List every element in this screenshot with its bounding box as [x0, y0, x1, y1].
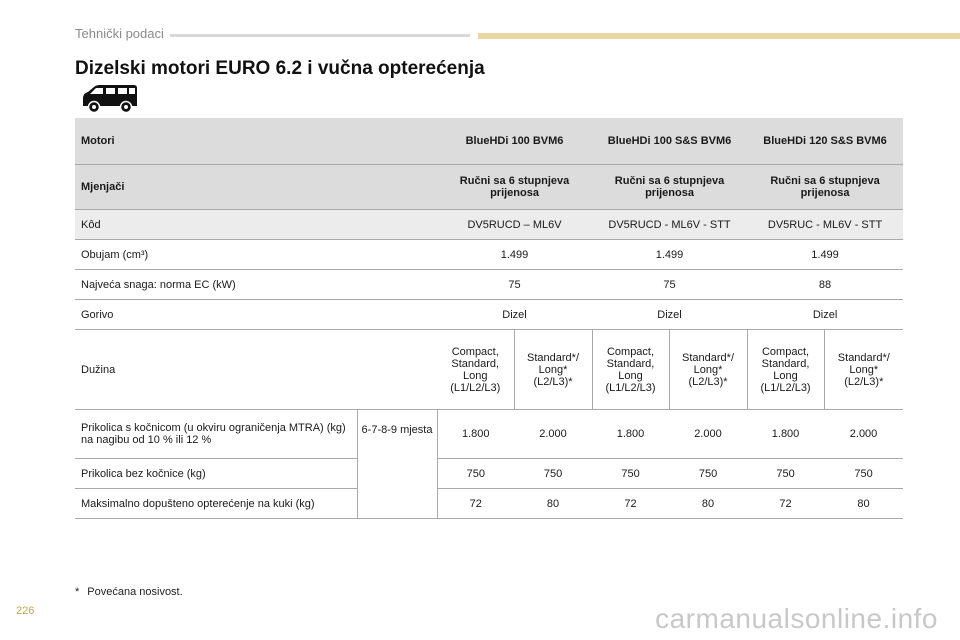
gearbox-cell: Ručni sa 6 stupnjeva prijenosa [592, 165, 747, 210]
van-icon [80, 84, 138, 114]
prikolica-bez-cell: 750 [592, 459, 669, 489]
table-row [75, 330, 903, 410]
spec-table [75, 118, 903, 519]
snaga-cell: 75 [592, 270, 747, 300]
prikolica-kocnica-cell: 2.000 [669, 410, 747, 459]
kuka-cell: 80 [669, 489, 747, 519]
engine-header: BlueHDi 120 S&S BVM6 [747, 118, 903, 165]
prikolica-bez-cell: 750 [824, 459, 903, 489]
kuka-label: Maksimalno dopušteno opterećenje na kuki (kg) [75, 489, 357, 519]
prikolica-kocnica-cell: 2.000 [824, 410, 903, 459]
prikolica-kocnica-cell: 1.800 [437, 410, 514, 459]
duzina-cell: Compact, Standard, Long (L1/L2/L3) [747, 330, 824, 410]
section-header: Tehnički podaci [75, 26, 164, 41]
prikolica-kocnica-cell: 2.000 [514, 410, 592, 459]
duzina-cell: Standard*/ Long* (L2/L3)* [824, 330, 903, 410]
footnote-text: Povećana nosivost. [87, 586, 183, 598]
kod-label: Kôd [75, 210, 437, 240]
prikolica-bez-cell: 750 [747, 459, 824, 489]
gorivo-cell: Dizel [437, 300, 592, 330]
gearbox-cell: Ručni sa 6 stupnjeva prijenosa [437, 165, 592, 210]
prikolica-kocnica-cell: 1.800 [592, 410, 669, 459]
snaga-label: Najveća snaga: norma EC (kW) [75, 270, 437, 300]
snaga-cell: 88 [747, 270, 903, 300]
prikolica-kocnica-label: Prikolica s kočnicom (u okviru ograničenja MTRA) (kg) na nagibu od 10 % ili 12 % [75, 410, 357, 459]
footnote [75, 586, 183, 598]
watermark: carmanualsonline.info [655, 603, 938, 634]
kuka-cell: 72 [437, 489, 514, 519]
page-title: Dizelski motori EURO 6.2 i vučna opterećenja [75, 58, 485, 79]
kod-cell: DV5RUCD - ML6V - STT [592, 210, 747, 240]
obujam-cell: 1.499 [747, 240, 903, 270]
snaga-cell: 75 [437, 270, 592, 300]
obujam-cell: 1.499 [437, 240, 592, 270]
kuka-cell: 80 [824, 489, 903, 519]
kuka-cell: 72 [747, 489, 824, 519]
table-row [75, 300, 903, 330]
motori-label: Motori [75, 118, 437, 165]
table-row [75, 410, 903, 459]
duzina-cell: Standard*/ Long* (L2/L3)* [669, 330, 747, 410]
table-row [75, 459, 903, 489]
mjenjaci-label: Mjenjači [75, 165, 437, 210]
header-accent-bar [478, 33, 960, 39]
gearbox-cell: Ručni sa 6 stupnjeva prijenosa [747, 165, 903, 210]
prikolica-bez-label: Prikolica bez kočnice (kg) [75, 459, 357, 489]
gorivo-label: Gorivo [75, 300, 437, 330]
gorivo-cell: Dizel [592, 300, 747, 330]
table-row [75, 489, 903, 519]
kod-cell: DV5RUC - ML6V - STT [747, 210, 903, 240]
table-row [75, 210, 903, 240]
prikolica-bez-cell: 750 [514, 459, 592, 489]
table-row [75, 270, 903, 300]
table-row [75, 240, 903, 270]
page-number: 226 [16, 605, 35, 617]
obujam-cell: 1.499 [592, 240, 747, 270]
duzina-cell: Standard*/ Long* (L2/L3)* [514, 330, 592, 410]
table-row [75, 165, 903, 210]
kod-cell: DV5RUCD – ML6V [437, 210, 592, 240]
table-row [75, 118, 903, 165]
header-rule [170, 34, 470, 37]
engine-header: BlueHDi 100 S&S BVM6 [592, 118, 747, 165]
kuka-cell: 80 [514, 489, 592, 519]
duzina-cell: Compact, Standard, Long (L1/L2/L3) [437, 330, 514, 410]
obujam-label: Obujam (cm³) [75, 240, 437, 270]
prikolica-bez-cell: 750 [669, 459, 747, 489]
engine-header: BlueHDi 100 BVM6 [437, 118, 592, 165]
prikolica-kocnica-cell: 1.800 [747, 410, 824, 459]
duzina-cell: Compact, Standard, Long (L1/L2/L3) [592, 330, 669, 410]
prikolica-bez-cell: 750 [437, 459, 514, 489]
kuka-cell: 72 [592, 489, 669, 519]
mjesta-cell: 6-7-8-9 mjesta [357, 410, 437, 519]
duzina-label: Dužina [75, 330, 437, 410]
footnote-marker: * [75, 586, 80, 598]
gorivo-cell: Dizel [747, 300, 903, 330]
